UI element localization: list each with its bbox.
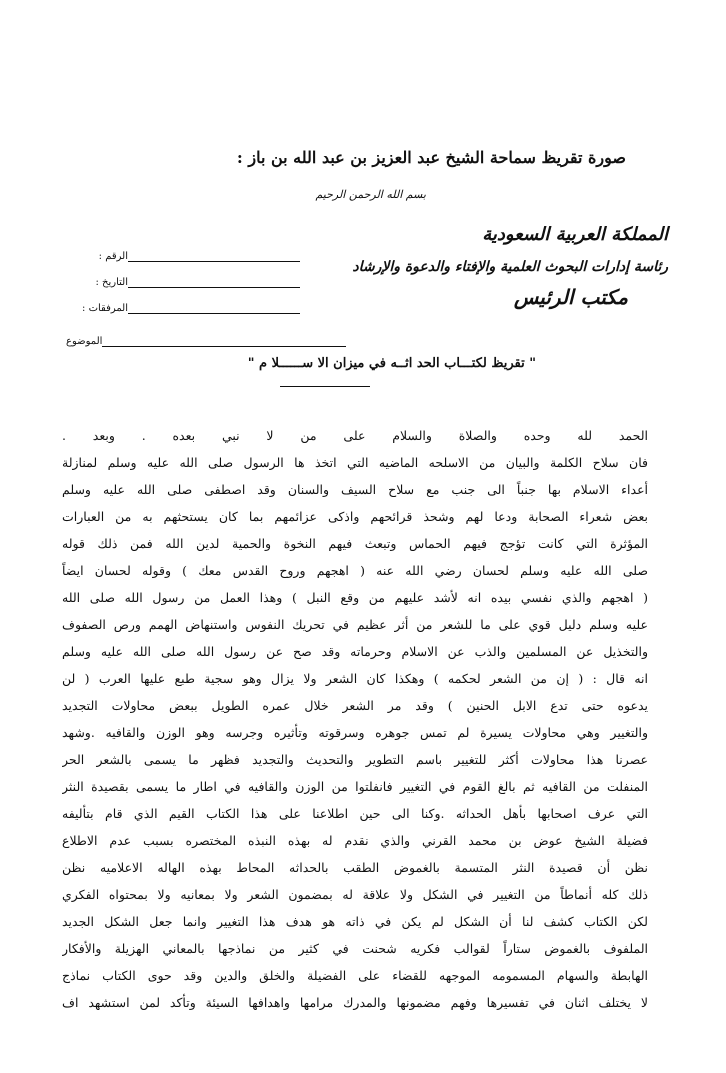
body-line: نظن أن قصيدة النثر المتسمة بالغموض الطقب بالحداثه المحاط بهذه الهاله الاعلاميه نظن [62,860,648,875]
body-line: انه قال : ( إن من الشعر لحكمه ) وهكذا كان الشعر ولا يزال وهو سجية طبع عليها العرب ( لن [62,671,648,686]
body-line: ذلك كله أنماطاً من التغيير في الشكل ولا علاقة له بمضمون الشعر ولا بمعانيه ولا بمحتواه الفكري [62,887,648,902]
letterhead [352,224,668,309]
body-line: فضيلة الشيخ عوض بن محمد القرني والذي نقدم له بهذه النبذه المختصره بسبب عدم الاطلاع [62,833,648,848]
ref-date-row [66,262,306,288]
letterhead-country: المملكة العربية السعودية [482,224,668,245]
ref-date-line [128,275,300,288]
body-line: الحمد لله وحده والصلاة والسلام على من لا نبي بعده . وبعد . [62,428,648,443]
title-underline [280,386,370,387]
body-line: يدعوه حتى تدع الابل الحنين ) وقد مر الشعر خلال عمره الطويل ببعض محاولات التجديد [62,698,648,713]
body-line: الهابطة والسهام المسمومه الموجهه للقضاء على الفضيلة والخلق والدين وقد حوى الكتاب نماذج [62,968,648,983]
body-line: التي عرف اصحابها بأهل الحداثه .وكنا الى حين اطلاعنا على هذا الكتاب القيم الذي قام بتأليفه [62,806,648,821]
subject-line [102,338,346,347]
body-line: بعض شعراء الصحابة ودعا لهم وشحذ قرائحهم واذكى عزائمهم بما كان يستحثهم به من العبارات [62,509,648,524]
subject-label: الموضوع [66,336,103,347]
ref-number-label: الرقم : [98,251,128,262]
letter-body [62,422,648,1016]
ref-number-row [66,236,306,262]
body-line: عليه وسلم دليل قوي على ما للشعر من أثر عظيم في تحريك النفوس واستنهاض الهمم ورص الصفوف [62,617,648,632]
body-line: لا يختلف اثنان في تفسيرها وفهم مضمونها والمدرك مرامها واهدافها السيئة وتأكد لمن استشهد اف [62,995,648,1010]
body-line: أعداء الاسلام بها جنباً الى جنب مع سلاح السيف والسنان وقد اصطفى صلى الله عليه وسلم [62,482,648,497]
letterhead-presidency: رئاسة إدارات البحوث العلمية والإفتاء والدعوة والإرشاد [352,259,668,275]
ref-attachments-line [128,301,300,314]
body-line: الملفوف بالغموض ستاراً لقوالب فكريه شحنت في كثير من نماذجها بالمعاني الهزيلة والأفكار [62,941,648,956]
body-line: المؤثرة التي كانت تؤجج فيهم الحماس وتبعث فيهم النخوة والحمية لدين الله فمن ذلك قوله [62,536,648,551]
body-line: لكن الكتاب كشف لنا أن الشكل لم يكن في ذاته هو هدف هذا التغيير وانما جعل الشكل الجديد [62,914,648,929]
body-line: عصرنا هذا محاولات أكثر للتغيير باسم التطوير والتحديث والتجديد فظهر ما يسمى بالشعر الحر [62,752,648,767]
ref-attachments-label: المرفقات : [82,303,128,314]
body-line: صلى الله عليه وسلم لحسان رضي الله عنه ( اهجهم وروح القدس معك ) وقوله لحسان ايضاً [62,563,648,578]
subject-title: " تقريظ لكتـــاب الحد اثــه في ميزان الا ســــــلا م " [247,356,536,371]
reference-fields [66,236,306,314]
body-line: المنفلت من القافيه ثم بالغ القوم في التغيير فانفلتوا من الوزن والقافيه في اطار ما يسمى بقصيدة النثر [62,779,648,794]
body-line: ( اهجهم والذي نفسي بيده انه لأشد عليهم من وقع النبل ) وهذا العمل من رسول الله صلى الله [62,590,648,605]
ref-number-line [128,249,300,262]
body-line: فان سلاح الكلمة والبيان من الاسلحه الماضيه التي اتخذ ها الرسول صلى الله عليه وسلم لمنازلة [62,455,648,470]
subject-row [66,336,352,347]
body-line: والتغيير وهي محاولات يسيرة لم تمس جوهره وسرقوته وتأثيره وجرسه وهو الوزن والقافيه .وشهد [62,725,648,740]
body-line: والتخذيل عن المسلمين والذب عن الاسلام وحرماته وقد صح عن رسول الله صلى الله عليه وسلم [62,644,648,659]
letterhead-office: مكتب الرئيس [513,285,628,309]
basmala-handwritten: بسم الله الرحمن الرحيم [315,188,426,201]
ref-attachments-row [66,288,306,314]
page-caption: صورة تقريظ سماحة الشيخ عبد العزيز بن عبد الله بن باز : [236,148,626,167]
ref-date-label: التاريخ : [95,277,128,288]
